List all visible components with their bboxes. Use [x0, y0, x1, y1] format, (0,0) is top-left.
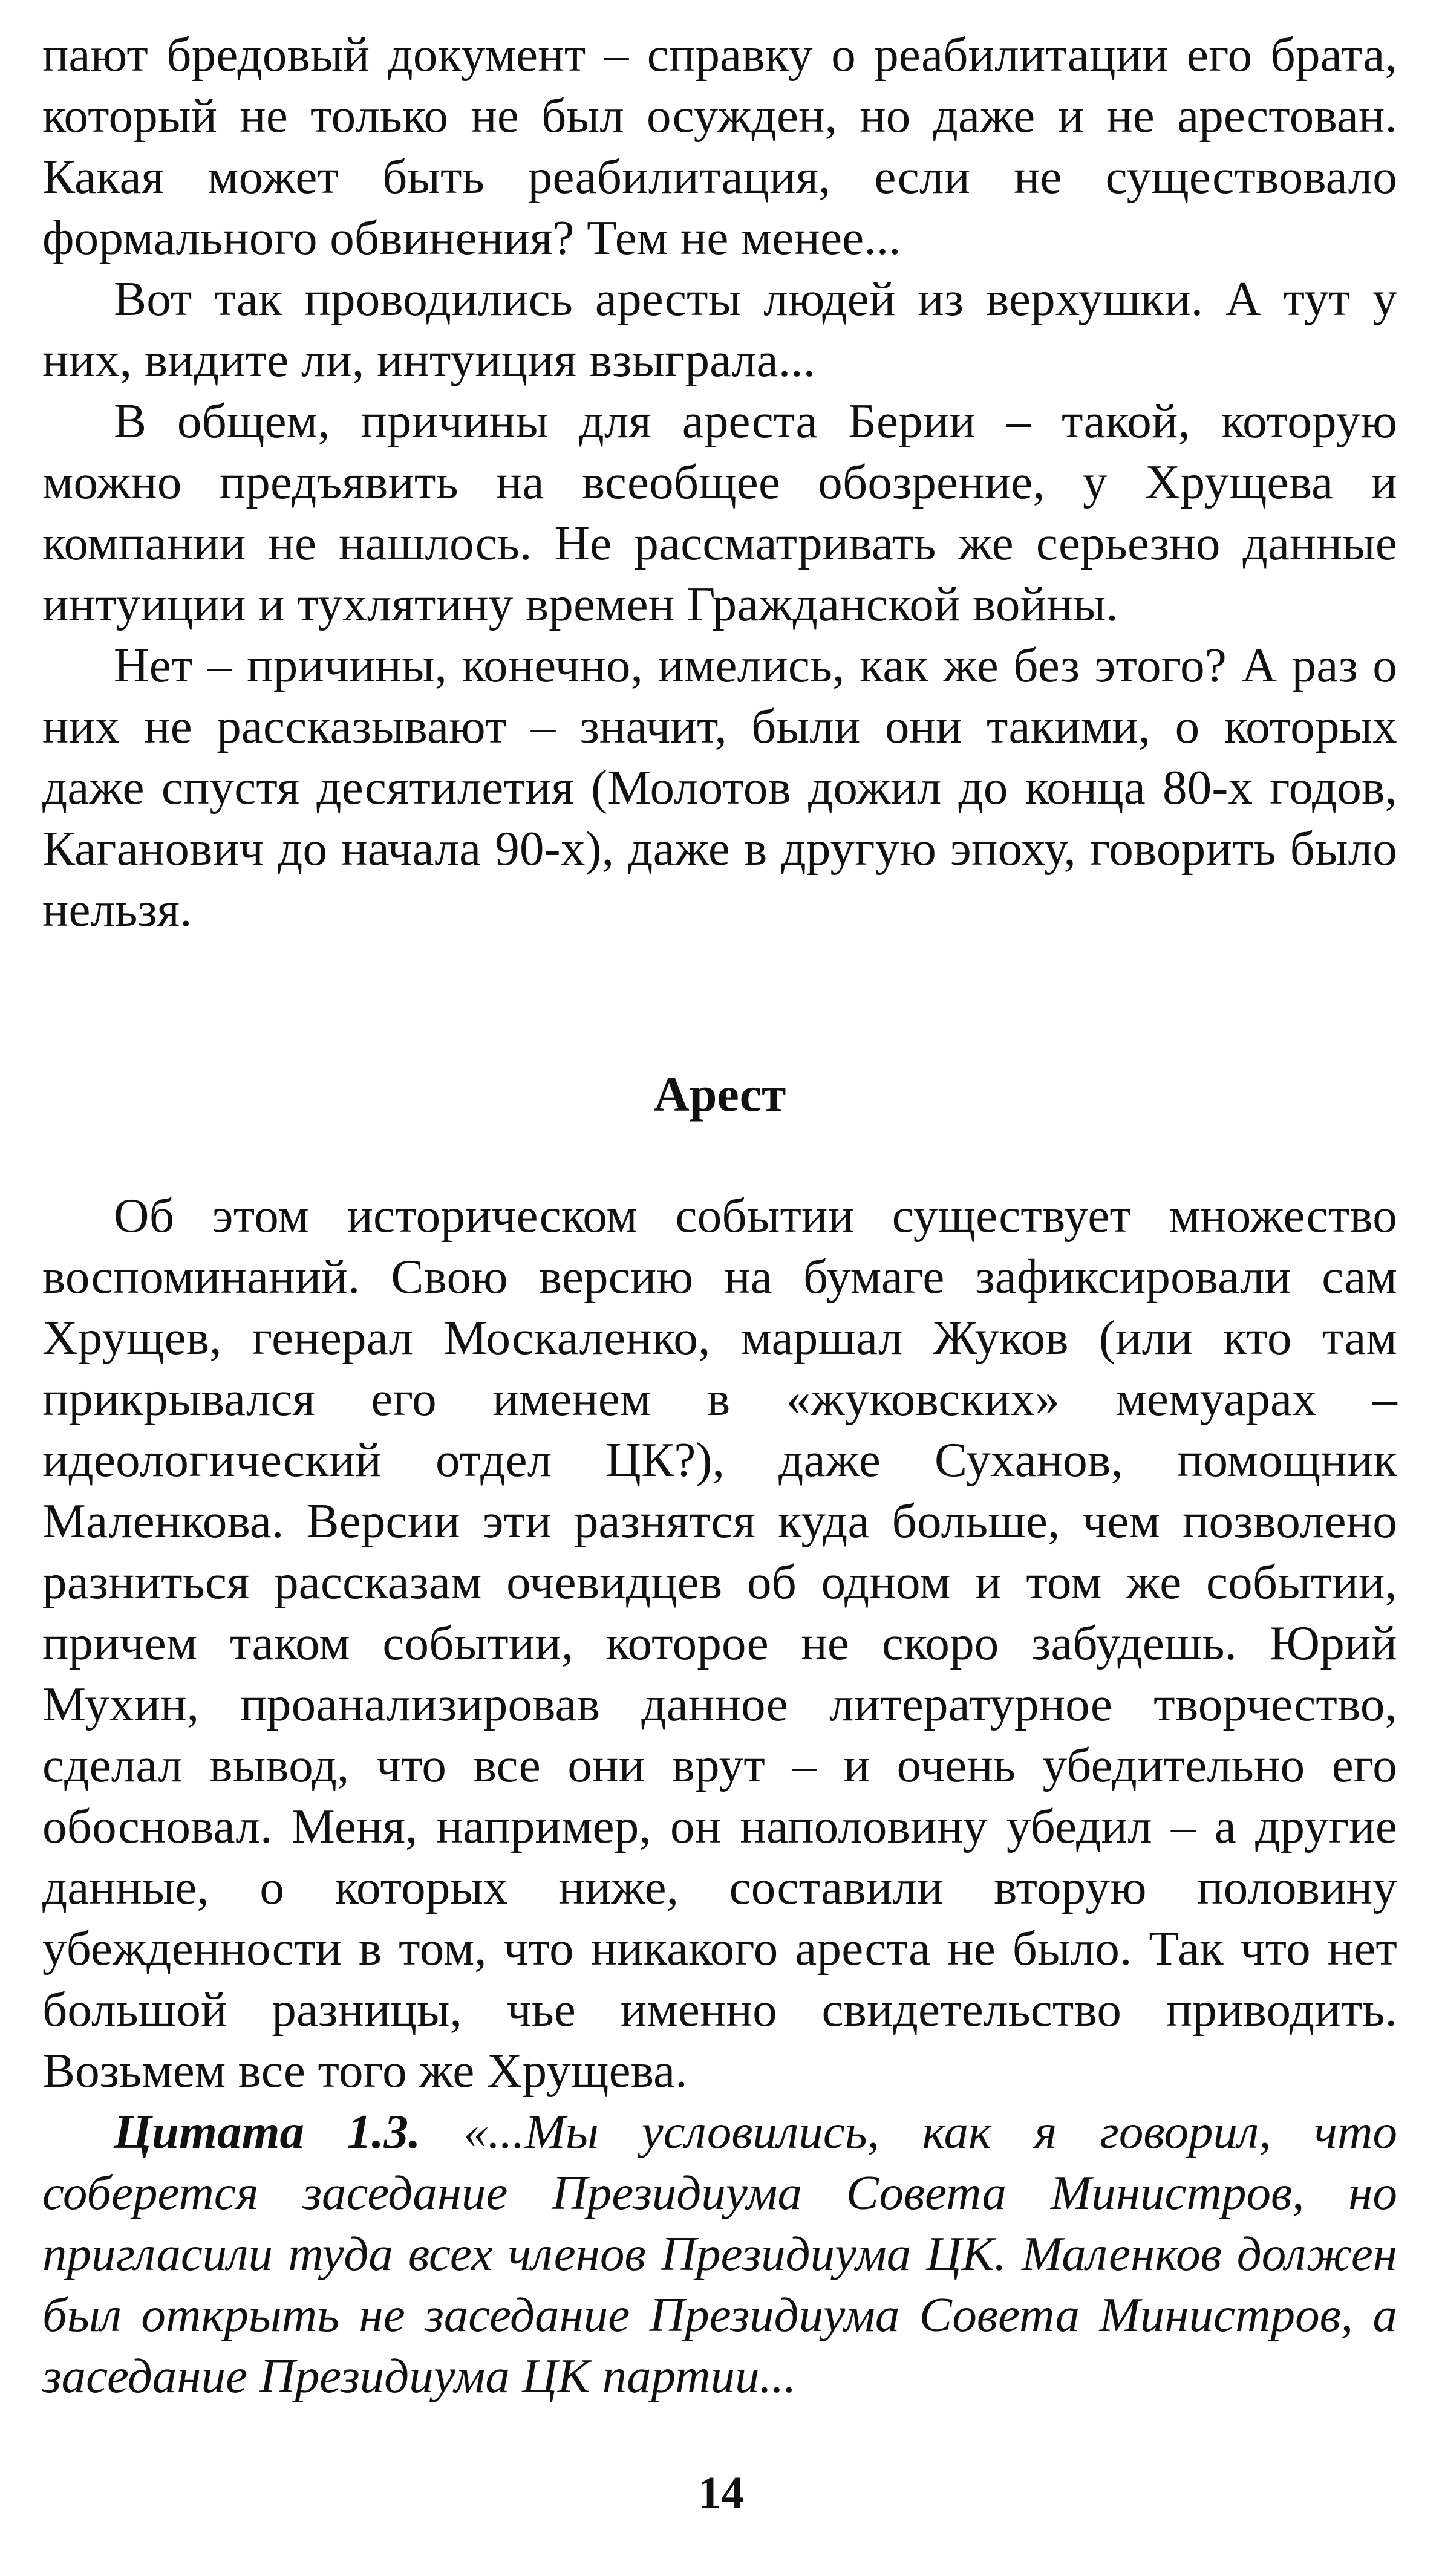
- paragraph-continuation: пают бредовый документ – справку о реабилитации его брата, который не только не был осужден, но даже и не арестован. Какая может быть реабилитация, если не существовало формального обвинения? Тем не менее...: [42, 27, 1397, 265]
- section-spacer-after: [42, 1125, 1397, 1185]
- paragraph-hidden-reasons: Нет – причины, конечно, имелись, как же без этого? А раз о них не рассказывают – значит, были они такими, о которых даже спустя десятилетия (Молотов дожил до конца 80-х годов, Каганович до начала 90-х), даже в другую эпоху, говорить было нельзя.: [42, 638, 1397, 937]
- paragraph-intuition: Вот так проводились аресты людей из верхушки. А тут у них, видите ли, интуиция взыграла...: [42, 272, 1397, 387]
- section-heading: Арест: [653, 1067, 786, 1122]
- page-number: 14: [698, 2468, 744, 2519]
- paragraph-arrest-memoirs: Об этом историческом событии существует множество воспоминаний. Свою версию на бумаге зафиксировали сам Хрущев, генерал Москаленко, маршал Жуков (или кто там прикрывался его именем в «жуковских» мемуарах – идеологический отдел ЦК?), даже Суханов, помощник Маленкова. Версии эти разнятся куда больше, чем позволено разниться рассказам очевидцев об одном и том же событии, причем таком событии, которое не скоро забудешь. Юрий Мухин, проанализировав данное литературное творчество, сделал вывод, что все они врут – и очень убедительно его обосновал. Меня, например, он наполовину убедил – а другие данные, о которых ниже, составили вторую половину убежденности в том, что никакого ареста не было. Так что нет большой разницы, чье именно свидетельство приводить. Возьмем все того же Хрущева.: [42, 1188, 1397, 2098]
- page-body: [42, 24, 1397, 2407]
- quote-block: [42, 2101, 1397, 2407]
- section-spacer: [42, 940, 1397, 1064]
- quote-label: Цитата 1.3.: [114, 2104, 421, 2159]
- quote-text: «...Мы условились, как я говорил, что соберется заседание Президиума Совета Министров, но пригласили туда всех членов Президиума ЦК. Маленков должен был открыть не заседание Президиума Совета Министров, а заседание Президиума ЦК партии...: [42, 2104, 1397, 2403]
- paragraph-reasons: В общем, причины для ареста Берии – такой, которую можно предъявить на всеобщее обозрение, у Хрущева и компании не нашлось. Не рассматривать же серьезно данные интуиции и тухлятину времен Гражданской войны.: [42, 394, 1397, 631]
